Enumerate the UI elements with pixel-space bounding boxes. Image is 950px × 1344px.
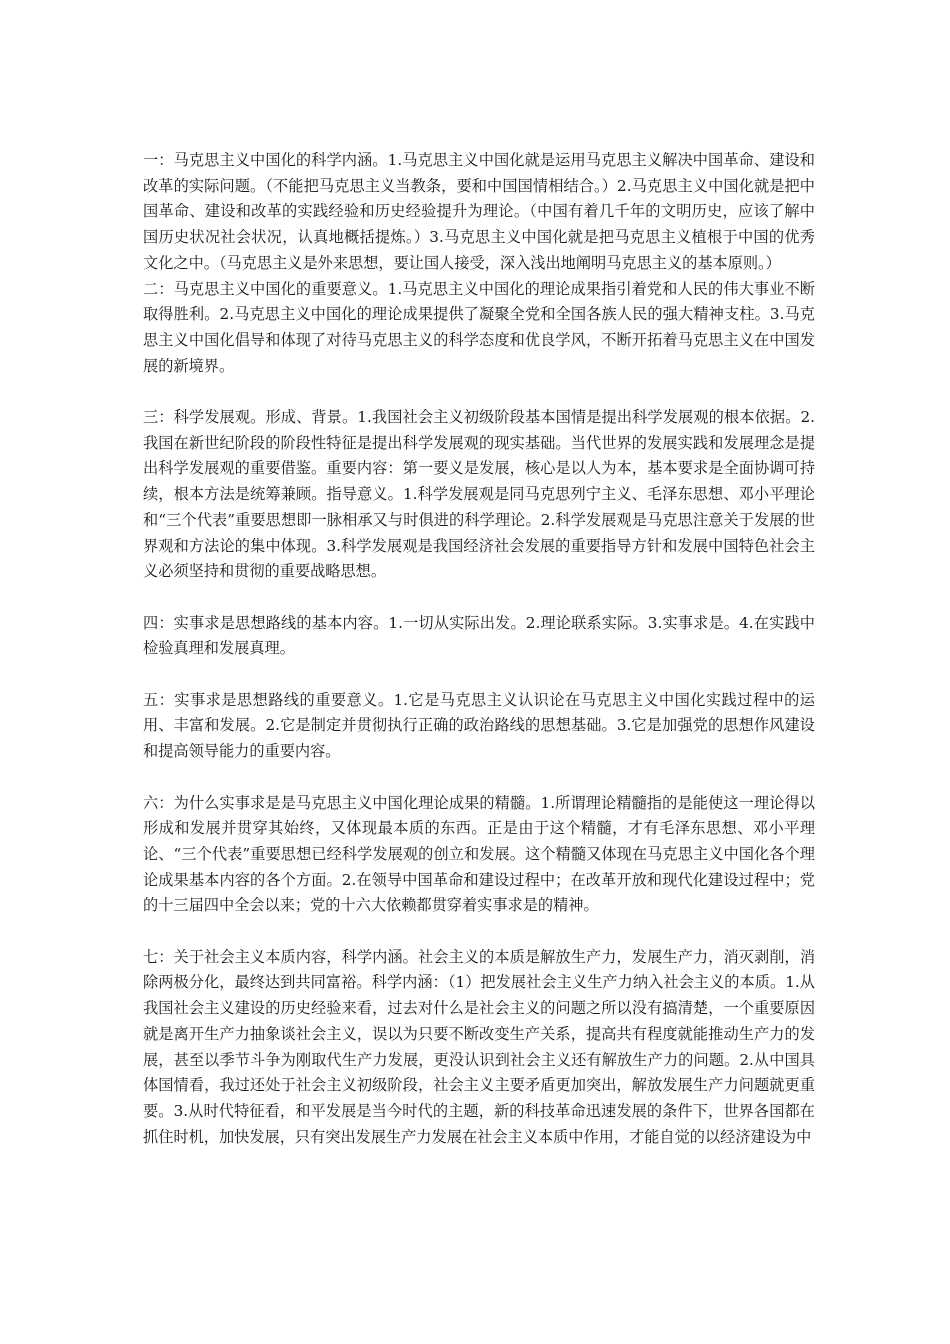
paragraph-spacer [143,765,815,791]
section-5-paragraph: 五：实事求是思想路线的重要意义。1.它是马克思主义认识论在马克思主义中国化实践过程中的运用、丰富和发展。2.它是制定并贯彻执行正确的政治路线的思想基础。3.它是加强党的思想作风建设和提高领导能力的重要内容。 [143,690,815,761]
paragraph-spacer [143,662,815,688]
section-6-paragraph: 六：为什么实事求是是马克思主义中国化理论成果的精髓。1.所谓理论精髓指的是能使这一理论得以形成和发展并贯穿其始终，又体现最本质的东西。正是由于这个精髓，才有毛泽东思想、邓小平理论、“三个代表”重要思想已经科学发展观的创立和发展。这个精髓又体现在马克思主义中国化各个理论成果基本内容的各个方面。2.在领导中国革命和建设过程中；在改革开放和现代化建设过程中；党的十三届四中全会以来；党的十六大依赖都贯穿着实事求是的精神。 [143,793,815,915]
section-3-paragraph: 三：科学发展观。形成、背景。1.我国社会主义初级阶段基本国情是提出科学发展观的根本依据。2.我国在新世纪阶段的阶段性特征是提出科学发展观的现实基础。当代世界的发展实践和发展理念是提出科学发展观的重要借鉴。重要内容：第一要义是发展，核心是以人为本，基本要求是全面协调可持续，根本方法是统筹兼顾。指导意义。1.科学发展观是同马克思列宁主义、毛泽东思想、邓小平理论和“三个代表”重要思想即一脉相承又与时俱进的科学理论。2.科学发展观是马克思注意关于发展的世界观和方法论的集中体现。3.科学发展观是我国经济社会发展的重要指导方针和发展中国特色社会主义必须坚持和贯彻的重要战略思想。 [143,408,815,581]
section-2-paragraph: 二：马克思主义中国化的重要意义。1.马克思主义中国化的理论成果指引着党和人民的伟大事业不断取得胜利。2.马克思主义中国化的理论成果提供了凝聚全党和全国各族人民的强大精神支柱。3.马克思主义中国化倡导和体现了对待马克思主义的科学态度和优良学风，不断开拓着马克思主义在中国发展的新境界。 [143,279,815,375]
section-1-paragraph: 一：马克思主义中国化的科学内涵。1.马克思主义中国化就是运用马克思主义解决中国革命、建设和改革的实际问题。（不能把马克思主义当教条，要和中国国情相结合。）2.马克思主义中国化就是把中国革命、建设和改革的实践经验和历史经验提升为理论。（中国有着几千年的文明历史，应该了解中国历史状况社会状况，认真地概括提炼。）3.马克思主义中国化就是把马克思主义植根于中国的优秀文化之中。（马克思主义是外来思想，要让国人接受，深入浅出地阐明马克思主义的基本原则。） [143,151,815,272]
section-7-paragraph: 七：关于社会主义本质内容，科学内涵。社会主义的本质是解放生产力，发展生产力，消灭剥削，消除两极分化，最终达到共同富裕。科学内涵：（1）把发展社会主义生产力纳入社会主义的本质。1.从我国社会主义建设的历史经验来看，过去对什么是社会主义的问题之所以没有搞清楚，一个重要原因就是离开生产力抽象谈社会主义，误以为只要不断改变生产关系，提高共有程度就能推动生产力的发展，甚至以季节斗争为刚取代生产力发展，更没认识到社会主义还有解放生产力的问题。2.从中国具体国情看，我过还处于社会主义初级阶段，社会主义主要矛盾更加突出，解放发展生产力问题就更重要。3.从时代特征看，和平发展是当今时代的主题，新的科技革命迅速发展的条件下，世界各国都在抓住时机，加快发展，只有突出发展生产力发展在社会主义本质中作用，才能自觉的以经济建设为中 [143,947,815,1146]
paragraph-spacer [143,919,815,945]
paragraph-spacer [143,379,815,405]
document-body [143,148,815,1150]
section-4-paragraph: 四：实事求是思想路线的基本内容。1.一切从实际出发。2.理论联系实际。3.实事求是。4.在实践中检验真理和发展真理。 [143,613,815,658]
paragraph-spacer [143,585,815,611]
